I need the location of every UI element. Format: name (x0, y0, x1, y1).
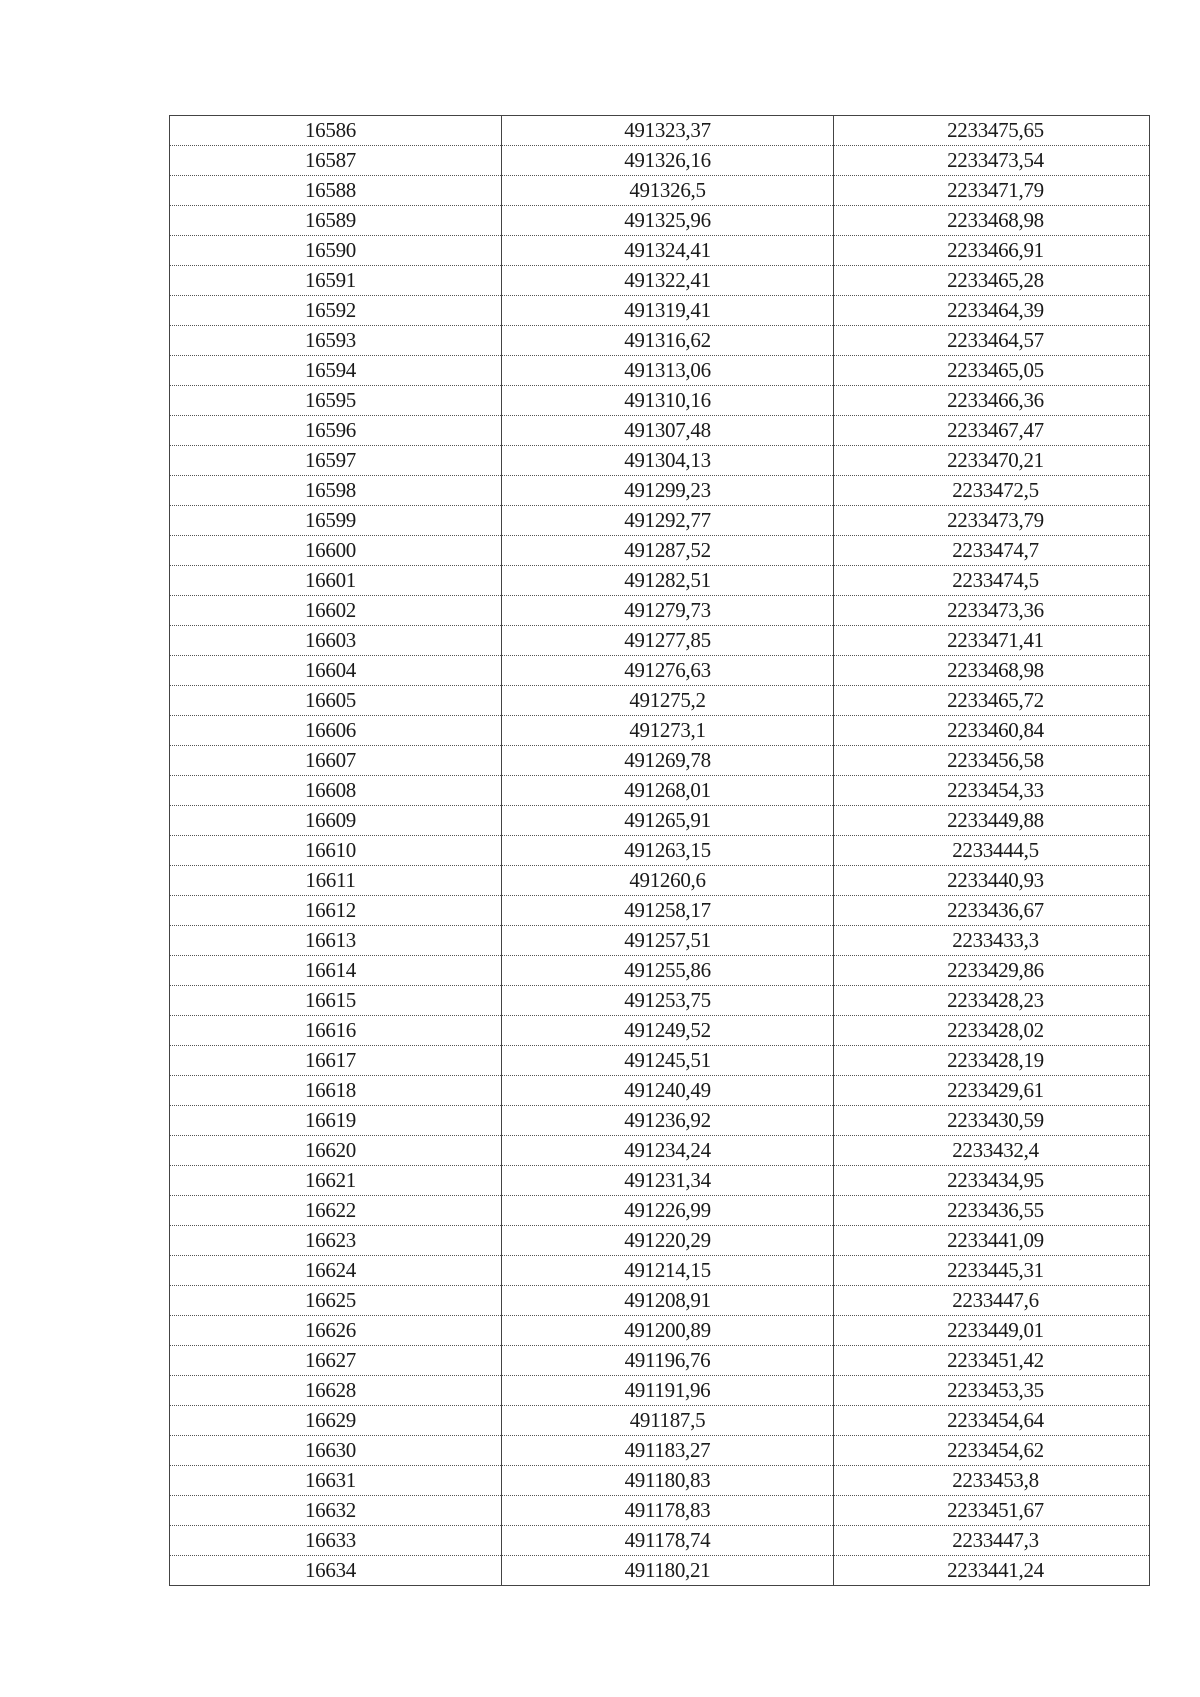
y-coordinate-cell: 2233436,55 (834, 1196, 1150, 1226)
x-coordinate-cell: 491249,52 (502, 1016, 834, 1046)
table-row (170, 1496, 1150, 1526)
x-coordinate-cell: 491287,52 (502, 536, 834, 566)
y-coordinate-cell: 2233473,54 (834, 146, 1150, 176)
x-coordinate-cell: 491322,41 (502, 266, 834, 296)
table-row (170, 206, 1150, 236)
point-number-cell: 16586 (170, 116, 502, 146)
y-coordinate-cell: 2233467,47 (834, 416, 1150, 446)
point-number-cell: 16587 (170, 146, 502, 176)
table-row (170, 1436, 1150, 1466)
x-coordinate-cell: 491277,85 (502, 626, 834, 656)
table-row (170, 1316, 1150, 1346)
x-coordinate-cell: 491240,49 (502, 1076, 834, 1106)
point-number-cell: 16626 (170, 1316, 502, 1346)
y-coordinate-cell: 2233474,7 (834, 536, 1150, 566)
table-row (170, 266, 1150, 296)
point-number-cell: 16600 (170, 536, 502, 566)
y-coordinate-cell: 2233436,67 (834, 896, 1150, 926)
y-coordinate-cell: 2233454,33 (834, 776, 1150, 806)
table-row (170, 416, 1150, 446)
table-row (170, 146, 1150, 176)
table-row (170, 476, 1150, 506)
point-number-cell: 16596 (170, 416, 502, 446)
table-row (170, 1286, 1150, 1316)
table-row (170, 176, 1150, 206)
y-coordinate-cell: 2233468,98 (834, 206, 1150, 236)
x-coordinate-cell: 491196,76 (502, 1346, 834, 1376)
table-row (170, 536, 1150, 566)
x-coordinate-cell: 491326,16 (502, 146, 834, 176)
x-coordinate-cell: 491178,83 (502, 1496, 834, 1526)
y-coordinate-cell: 2233454,62 (834, 1436, 1150, 1466)
x-coordinate-cell: 491180,83 (502, 1466, 834, 1496)
point-number-cell: 16588 (170, 176, 502, 206)
y-coordinate-cell: 2233432,4 (834, 1136, 1150, 1166)
x-coordinate-cell: 491326,5 (502, 176, 834, 206)
point-number-cell: 16618 (170, 1076, 502, 1106)
x-coordinate-cell: 491255,86 (502, 956, 834, 986)
x-coordinate-cell: 491276,63 (502, 656, 834, 686)
point-number-cell: 16617 (170, 1046, 502, 1076)
point-number-cell: 16594 (170, 356, 502, 386)
y-coordinate-cell: 2233465,05 (834, 356, 1150, 386)
point-number-cell: 16622 (170, 1196, 502, 1226)
y-coordinate-cell: 2233465,28 (834, 266, 1150, 296)
point-number-cell: 16624 (170, 1256, 502, 1286)
x-coordinate-cell: 491260,6 (502, 866, 834, 896)
table-row (170, 1016, 1150, 1046)
point-number-cell: 16633 (170, 1526, 502, 1556)
x-coordinate-cell: 491269,78 (502, 746, 834, 776)
table-row (170, 806, 1150, 836)
point-number-cell: 16620 (170, 1136, 502, 1166)
x-coordinate-cell: 491226,99 (502, 1196, 834, 1226)
point-number-cell: 16601 (170, 566, 502, 596)
x-coordinate-cell: 491282,51 (502, 566, 834, 596)
y-coordinate-cell: 2233471,41 (834, 626, 1150, 656)
coordinates-table-body (170, 116, 1150, 1586)
x-coordinate-cell: 491268,01 (502, 776, 834, 806)
point-number-cell: 16613 (170, 926, 502, 956)
point-number-cell: 16608 (170, 776, 502, 806)
x-coordinate-cell: 491208,91 (502, 1286, 834, 1316)
point-number-cell: 16629 (170, 1406, 502, 1436)
point-number-cell: 16595 (170, 386, 502, 416)
y-coordinate-cell: 2233466,36 (834, 386, 1150, 416)
point-number-cell: 16590 (170, 236, 502, 266)
table-row (170, 626, 1150, 656)
y-coordinate-cell: 2233471,79 (834, 176, 1150, 206)
y-coordinate-cell: 2233428,19 (834, 1046, 1150, 1076)
y-coordinate-cell: 2233460,84 (834, 716, 1150, 746)
table-row (170, 686, 1150, 716)
point-number-cell: 16631 (170, 1466, 502, 1496)
table-row (170, 1256, 1150, 1286)
y-coordinate-cell: 2233441,09 (834, 1226, 1150, 1256)
y-coordinate-cell: 2233430,59 (834, 1106, 1150, 1136)
y-coordinate-cell: 2233473,36 (834, 596, 1150, 626)
x-coordinate-cell: 491214,15 (502, 1256, 834, 1286)
table-row (170, 836, 1150, 866)
table-row (170, 1556, 1150, 1586)
y-coordinate-cell: 2233445,31 (834, 1256, 1150, 1286)
coordinates-table (169, 115, 1150, 1586)
x-coordinate-cell: 491180,21 (502, 1556, 834, 1586)
x-coordinate-cell: 491257,51 (502, 926, 834, 956)
point-number-cell: 16604 (170, 656, 502, 686)
x-coordinate-cell: 491299,23 (502, 476, 834, 506)
table-row (170, 1226, 1150, 1256)
y-coordinate-cell: 2233475,65 (834, 116, 1150, 146)
table-row (170, 116, 1150, 146)
table-row (170, 1406, 1150, 1436)
point-number-cell: 16603 (170, 626, 502, 656)
table-row (170, 386, 1150, 416)
x-coordinate-cell: 491183,27 (502, 1436, 834, 1466)
y-coordinate-cell: 2233428,02 (834, 1016, 1150, 1046)
point-number-cell: 16598 (170, 476, 502, 506)
y-coordinate-cell: 2233433,3 (834, 926, 1150, 956)
point-number-cell: 16614 (170, 956, 502, 986)
x-coordinate-cell: 491200,89 (502, 1316, 834, 1346)
y-coordinate-cell: 2233465,72 (834, 686, 1150, 716)
point-number-cell: 16593 (170, 326, 502, 356)
y-coordinate-cell: 2233464,39 (834, 296, 1150, 326)
x-coordinate-cell: 491231,34 (502, 1166, 834, 1196)
x-coordinate-cell: 491323,37 (502, 116, 834, 146)
table-row (170, 1526, 1150, 1556)
table-row (170, 446, 1150, 476)
x-coordinate-cell: 491319,41 (502, 296, 834, 326)
y-coordinate-cell: 2233444,5 (834, 836, 1150, 866)
x-coordinate-cell: 491292,77 (502, 506, 834, 536)
y-coordinate-cell: 2233447,6 (834, 1286, 1150, 1316)
table-row (170, 896, 1150, 926)
y-coordinate-cell: 2233428,23 (834, 986, 1150, 1016)
x-coordinate-cell: 491304,13 (502, 446, 834, 476)
table-row (170, 566, 1150, 596)
table-row (170, 866, 1150, 896)
table-row (170, 1346, 1150, 1376)
table-row (170, 296, 1150, 326)
y-coordinate-cell: 2233472,5 (834, 476, 1150, 506)
table-row (170, 926, 1150, 956)
y-coordinate-cell: 2233434,95 (834, 1166, 1150, 1196)
y-coordinate-cell: 2233454,64 (834, 1406, 1150, 1436)
table-row (170, 1106, 1150, 1136)
x-coordinate-cell: 491324,41 (502, 236, 834, 266)
y-coordinate-cell: 2233449,01 (834, 1316, 1150, 1346)
table-row (170, 326, 1150, 356)
y-coordinate-cell: 2233447,3 (834, 1526, 1150, 1556)
y-coordinate-cell: 2233453,35 (834, 1376, 1150, 1406)
point-number-cell: 16605 (170, 686, 502, 716)
y-coordinate-cell: 2233456,58 (834, 746, 1150, 776)
point-number-cell: 16627 (170, 1346, 502, 1376)
point-number-cell: 16619 (170, 1106, 502, 1136)
point-number-cell: 16634 (170, 1556, 502, 1586)
y-coordinate-cell: 2233468,98 (834, 656, 1150, 686)
y-coordinate-cell: 2233429,86 (834, 956, 1150, 986)
point-number-cell: 16597 (170, 446, 502, 476)
point-number-cell: 16602 (170, 596, 502, 626)
point-number-cell: 16606 (170, 716, 502, 746)
y-coordinate-cell: 2233474,5 (834, 566, 1150, 596)
table-row (170, 1196, 1150, 1226)
y-coordinate-cell: 2233473,79 (834, 506, 1150, 536)
table-row (170, 746, 1150, 776)
point-number-cell: 16630 (170, 1436, 502, 1466)
x-coordinate-cell: 491263,15 (502, 836, 834, 866)
y-coordinate-cell: 2233440,93 (834, 866, 1150, 896)
table-row (170, 986, 1150, 1016)
x-coordinate-cell: 491310,16 (502, 386, 834, 416)
table-row (170, 656, 1150, 686)
y-coordinate-cell: 2233464,57 (834, 326, 1150, 356)
point-number-cell: 16610 (170, 836, 502, 866)
point-number-cell: 16616 (170, 1016, 502, 1046)
y-coordinate-cell: 2233451,67 (834, 1496, 1150, 1526)
x-coordinate-cell: 491265,91 (502, 806, 834, 836)
point-number-cell: 16628 (170, 1376, 502, 1406)
table-row (170, 1376, 1150, 1406)
point-number-cell: 16592 (170, 296, 502, 326)
x-coordinate-cell: 491258,17 (502, 896, 834, 926)
point-number-cell: 16591 (170, 266, 502, 296)
point-number-cell: 16632 (170, 1496, 502, 1526)
x-coordinate-cell: 491253,75 (502, 986, 834, 1016)
point-number-cell: 16621 (170, 1166, 502, 1196)
x-coordinate-cell: 491220,29 (502, 1226, 834, 1256)
x-coordinate-cell: 491275,2 (502, 686, 834, 716)
x-coordinate-cell: 491178,74 (502, 1526, 834, 1556)
point-number-cell: 16599 (170, 506, 502, 536)
y-coordinate-cell: 2233429,61 (834, 1076, 1150, 1106)
table-row (170, 1136, 1150, 1166)
point-number-cell: 16611 (170, 866, 502, 896)
y-coordinate-cell: 2233453,8 (834, 1466, 1150, 1496)
x-coordinate-cell: 491316,62 (502, 326, 834, 356)
table-row (170, 716, 1150, 746)
table-row (170, 776, 1150, 806)
table-row (170, 356, 1150, 386)
table-row (170, 1166, 1150, 1196)
y-coordinate-cell: 2233451,42 (834, 1346, 1150, 1376)
x-coordinate-cell: 491245,51 (502, 1046, 834, 1076)
table-row (170, 956, 1150, 986)
point-number-cell: 16609 (170, 806, 502, 836)
point-number-cell: 16625 (170, 1286, 502, 1316)
point-number-cell: 16612 (170, 896, 502, 926)
x-coordinate-cell: 491234,24 (502, 1136, 834, 1166)
y-coordinate-cell: 2233441,24 (834, 1556, 1150, 1586)
x-coordinate-cell: 491236,92 (502, 1106, 834, 1136)
point-number-cell: 16607 (170, 746, 502, 776)
table-row (170, 1046, 1150, 1076)
x-coordinate-cell: 491313,06 (502, 356, 834, 386)
y-coordinate-cell: 2233449,88 (834, 806, 1150, 836)
table-row (170, 1466, 1150, 1496)
x-coordinate-cell: 491325,96 (502, 206, 834, 236)
point-number-cell: 16615 (170, 986, 502, 1016)
x-coordinate-cell: 491273,1 (502, 716, 834, 746)
table-row (170, 236, 1150, 266)
table-row (170, 596, 1150, 626)
point-number-cell: 16589 (170, 206, 502, 236)
x-coordinate-cell: 491279,73 (502, 596, 834, 626)
x-coordinate-cell: 491307,48 (502, 416, 834, 446)
x-coordinate-cell: 491187,5 (502, 1406, 834, 1436)
point-number-cell: 16623 (170, 1226, 502, 1256)
y-coordinate-cell: 2233466,91 (834, 236, 1150, 266)
x-coordinate-cell: 491191,96 (502, 1376, 834, 1406)
table-row (170, 1076, 1150, 1106)
y-coordinate-cell: 2233470,21 (834, 446, 1150, 476)
table-row (170, 506, 1150, 536)
